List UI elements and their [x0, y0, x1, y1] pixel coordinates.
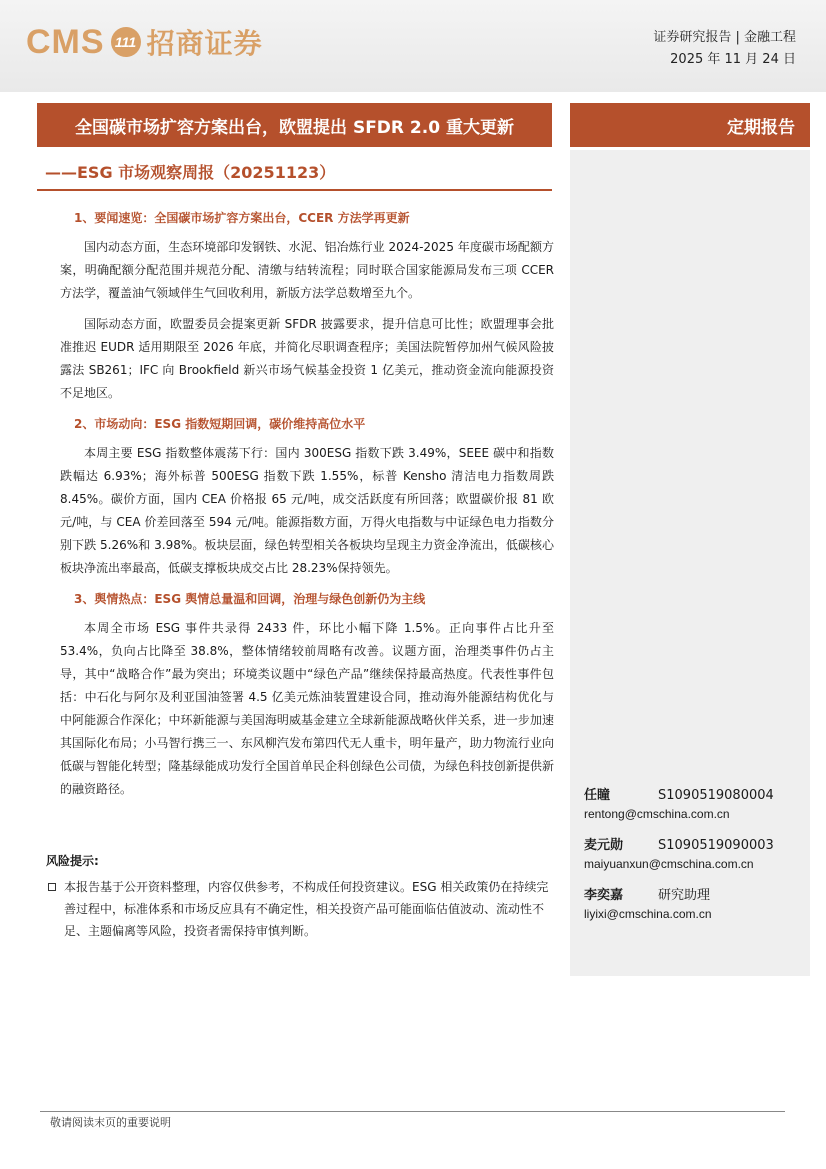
- analyst-name: 麦元勋: [584, 838, 624, 853]
- title-divider: [37, 189, 552, 191]
- analyst-id: S1090519080004: [658, 788, 774, 803]
- cms-logo: [26, 22, 263, 62]
- section-1-paragraph-1: 国内动态方面，生态环境部印发钢铁、水泥、铝冶炼行业 2024-2025 年度碳市场配额方案，明确配额分配范围并规范分配、清缴与结转流程；同时联合国家能源局发布三项 CCER 方法学，覆盖油气领域伴生气回收利用，新版方法学总数增至九个。: [60, 240, 554, 300]
- risk-title: 风险提示:: [46, 854, 99, 868]
- logo-text: CMS: [26, 22, 105, 61]
- report-tag: 定期报告: [570, 103, 810, 147]
- logo-mark-icon: 111: [111, 27, 141, 57]
- section-1-paragraph-2: 国际动态方面，欧盟委员会提案更新 SFDR 披露要求，提升信息可比性；欧盟理事会批准推迟 EUDR 适用期限至 2026 年底，并简化尽职调查程序；美国法院暂停加州气候风险披露法 SB261；IFC 向 Brookfield 新兴市场气候基金投资 1 亿美元，推动资金流向能源投资不足地区。: [60, 317, 554, 400]
- section-heading-2: 2、市场动向：ESG 指数短期回调，碳价维持高位水平: [74, 417, 366, 431]
- risk-text: 本报告基于公开资料整理，内容仅供参考，不构成任何投资建议。ESG 相关政策仍在持续完善过程中，标准体系和市场反应具有不确定性，相关投资产品可能面临估值波动、流动性不足、主题偏离等风险，投资者需保持审慎判断。: [64, 880, 549, 938]
- section-heading-1: 1、要闻速览：全国碳市场扩容方案出台，CCER 方法学再更新: [74, 211, 410, 225]
- analyst-card: [584, 836, 804, 873]
- section-2-paragraph-1: 本周主要 ESG 指数整体震荡下行：国内 300ESG 指数下跌 3.49%，SEEE 碳中和指数跌幅达 6.93%；海外标普 500ESG 指数下跌 1.55%，标普 Kensho 清洁电力指数周跌 8.45%。碳价方面，国内 CEA 价格报 65 元/吨，成交活跃度有所回落；欧盟碳价报 81 欧元/吨，与 CEA 价差回落至 594 元/吨。能源指数方面，万得火电指数与中证绿色电力指数分别下跌 5.26%和 3.98%。板块层面，绿色转型相关各板块均呈现主力资金净流出，低碳核心板块净流出率最高，低碳支撑板块成交占比 28.23%保持领先。: [60, 446, 554, 575]
- analyst-name: 李奕嘉: [584, 888, 624, 903]
- analyst-id: S1090519090003: [658, 838, 774, 853]
- logo-name: 招商证券: [146, 27, 263, 60]
- risk-warning: [46, 852, 556, 942]
- footer-note: 敬请阅读末页的重要说明: [50, 1116, 171, 1129]
- analyst-card: [584, 786, 804, 823]
- report-type: 证券研究报告 | 金融工程: [653, 30, 796, 45]
- analyst-card: [584, 886, 804, 923]
- analyst-email[interactable]: liyixi@cmschina.com.cn: [584, 907, 712, 921]
- header-meta: [653, 27, 796, 71]
- report-date: 2025 年 11 月 24 日: [670, 52, 796, 67]
- report-title: 全国碳市场扩容方案出台，欧盟提出 SFDR 2.0 重大更新: [37, 103, 552, 147]
- analyst-name: 任瞳: [584, 788, 611, 803]
- square-bullet-icon: [46, 881, 58, 893]
- analyst-email[interactable]: rentong@cmschina.com.cn: [584, 807, 730, 821]
- analyst-id: 研究助理: [658, 888, 711, 903]
- section-3-paragraph-1: 本周全市场 ESG 事件共录得 2433 件，环比小幅下降 1.5%。正向事件占比升至 53.4%，负向占比降至 38.8%，整体情绪较前周略有改善。议题方面，治理类事件仍占主导，其中“战略合作”最为突出；环境类议题中“绿色产品”继续保持最高热度。代表性事件包括：中石化与阿尔及利亚国油签署 4.5 亿美元炼油装置建设合同，推动海外能源结构优化与中阿能源合作深化；中环新能源与美国海明威基金建立全球新能源战略伙伴关系，进一步加速其国际化布局；小马智行携三一、东风柳汽发布第四代无人重卡，明年量产，助力物流行业向低碳与智能化转型；隆基绿能成功发行全国首单民企科创绿色公司债，为绿色科技创新提供新的融资路径。: [60, 621, 554, 796]
- analyst-email[interactable]: maiyuanxun@cmschina.com.cn: [584, 857, 754, 871]
- report-subtitle: ——ESG 市场观察周报（20251123）: [45, 163, 336, 182]
- summary-body: [60, 200, 554, 809]
- footer-divider: [40, 1111, 785, 1112]
- section-heading-3: 3、舆情热点：ESG 舆情总量温和回调，治理与绿色创新仍为主线: [74, 592, 426, 606]
